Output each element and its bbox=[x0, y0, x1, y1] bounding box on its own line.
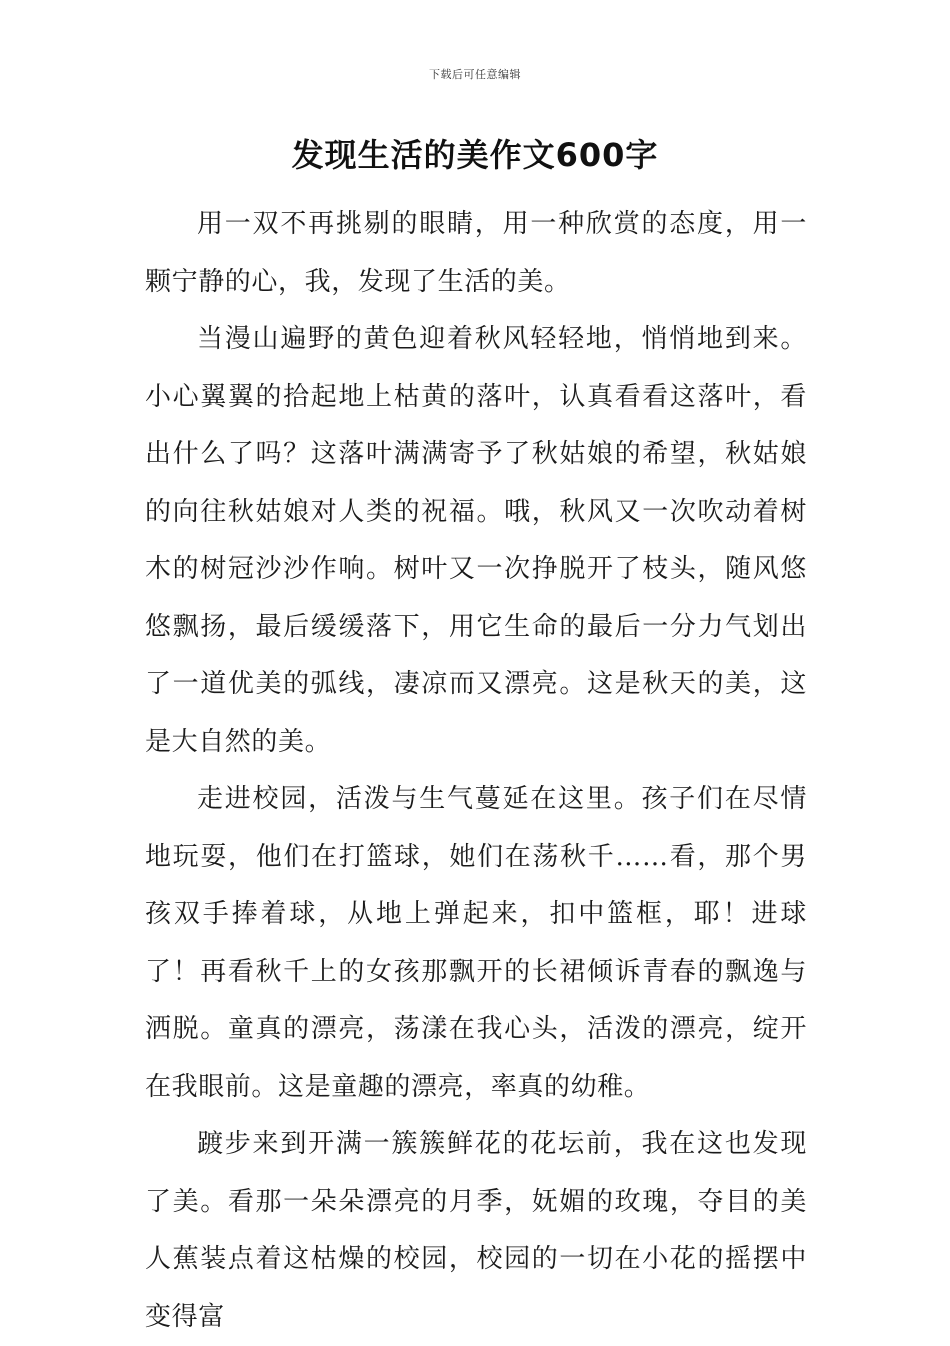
paragraph: 踱步来到开满一簇簇鲜花的花坛前，我在这也发现了美。看那一朵朵漂亮的月季，妩媚的玫瑰，夺目的美人蕉装点着这枯燥的校园，校园的一切在小花的摇摆中变得富 bbox=[145, 1129, 807, 1332]
header-note: 下载后可任意编辑 bbox=[429, 68, 521, 81]
paragraph: 走进校园，活泼与生气蔓延在这里。孩子们在尽情地玩耍，他们在打篮球，她们在荡秋千……看，那个男孩双手捧着球，从地上弹起来，扣中篮框，耶！进球了！再看秋千上的女孩那飘开的长裙倾诉青春的飘逸与洒脱。童真的漂亮，荡漾在我心头，活泼的漂亮，绽开在我眼前。这是童趣的漂亮，率真的幼稚。 bbox=[145, 784, 807, 1102]
page-title: 发现生活的美作文600字 bbox=[291, 136, 659, 174]
essay-body bbox=[145, 196, 807, 1346]
paragraph: 用一双不再挑剔的眼睛，用一种欣赏的态度，用一颗宁静的心，我，发现了生活的美。 bbox=[145, 209, 807, 297]
paragraph: 当漫山遍野的黄色迎着秋风轻轻地，悄悄地到来。小心翼翼的拾起地上枯黄的落叶，认真看看这落叶，看出什么了吗？这落叶满满寄予了秋姑娘的希望，秋姑娘的向往秋姑娘对人类的祝福。哦，秋风又一次吹动着树木的树冠沙沙作响。树叶又一次挣脱开了枝头，随风悠悠飘扬，最后缓缓落下，用它生命的最后一分力气划出了一道优美的弧线，凄凉而又漂亮。这是秋天的美，这是大自然的美。 bbox=[145, 324, 807, 757]
